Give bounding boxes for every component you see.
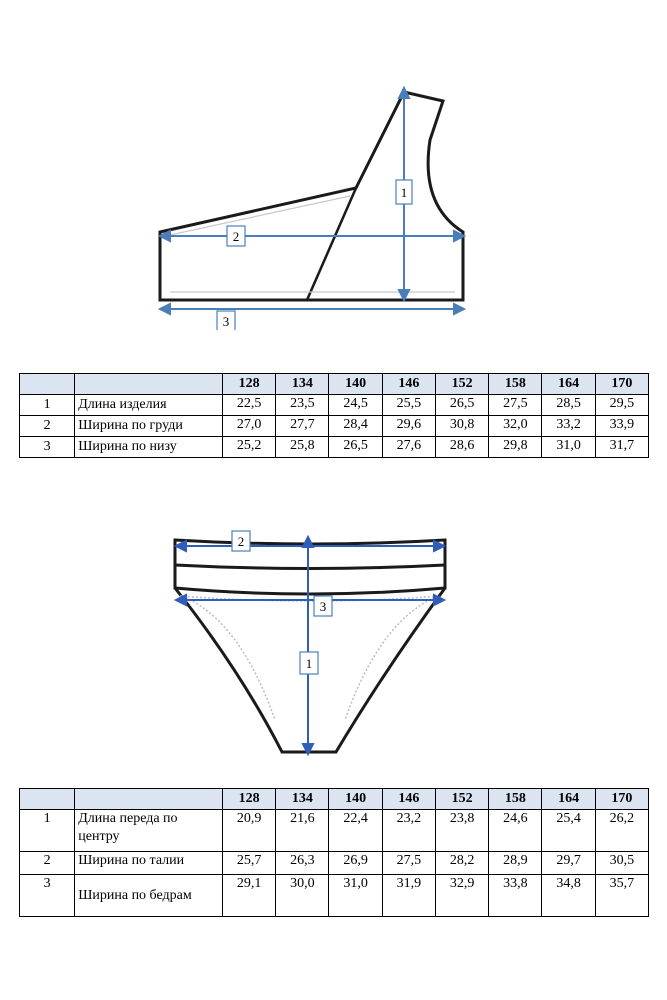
measurement-value: 29,1 xyxy=(222,875,275,917)
svg-text:1: 1 xyxy=(400,185,408,200)
measurement-value: 23,5 xyxy=(276,395,329,416)
measurement-value: 26,2 xyxy=(595,810,648,852)
header-blank xyxy=(75,374,223,395)
measurement-value: 28,6 xyxy=(435,437,488,458)
top-measure-label-2 xyxy=(227,226,245,246)
svg-text:2: 2 xyxy=(237,534,245,549)
measurement-value: 27,0 xyxy=(222,416,275,437)
size-header: 146 xyxy=(382,374,435,395)
size-header: 158 xyxy=(489,374,542,395)
measurement-value: 31,9 xyxy=(382,875,435,917)
bottom-garment-outline xyxy=(175,540,445,752)
measurement-value: 20,9 xyxy=(222,810,275,852)
measurement-value: 35,7 xyxy=(595,875,648,917)
top-measure-lines xyxy=(160,88,464,314)
measurement-value: 30,0 xyxy=(276,875,329,917)
bottom-measure-label-1 xyxy=(300,652,318,674)
measurement-value: 28,4 xyxy=(329,416,382,437)
top-garment-outline xyxy=(160,92,463,300)
measurement-value: 29,8 xyxy=(489,437,542,458)
row-index: 3 xyxy=(20,437,75,458)
bottom-measure-label-2 xyxy=(232,531,250,551)
measurement-name: Длина изделия xyxy=(75,395,223,416)
measurement-value: 23,2 xyxy=(382,810,435,852)
measurement-value: 26,3 xyxy=(276,852,329,875)
size-header: 140 xyxy=(329,374,382,395)
measurement-value: 30,5 xyxy=(595,852,648,875)
measurement-value: 28,9 xyxy=(489,852,542,875)
size-header: 170 xyxy=(595,374,648,395)
measurement-name: Ширина по груди xyxy=(75,416,223,437)
table-row xyxy=(20,437,649,458)
measurement-value: 32,9 xyxy=(435,875,488,917)
table-row xyxy=(20,875,649,917)
measurement-value: 25,4 xyxy=(542,810,595,852)
table-row xyxy=(20,852,649,875)
top-size-table xyxy=(19,373,649,458)
measurement-value: 31,0 xyxy=(542,437,595,458)
bottom-table-header xyxy=(20,789,649,810)
top-garment-sketch xyxy=(0,80,667,330)
measurement-value: 31,7 xyxy=(595,437,648,458)
size-header: 134 xyxy=(276,374,329,395)
measurement-value: 25,8 xyxy=(276,437,329,458)
measurement-value: 32,0 xyxy=(489,416,542,437)
measurement-name: Ширина по талии xyxy=(75,852,223,875)
size-header: 164 xyxy=(542,374,595,395)
measurement-value: 27,6 xyxy=(382,437,435,458)
measurement-value: 27,7 xyxy=(276,416,329,437)
table-row xyxy=(20,395,649,416)
header-blank xyxy=(20,789,75,810)
measurement-name: Длина переда по центру xyxy=(75,810,223,852)
size-header: 134 xyxy=(276,789,329,810)
bottom-garment-sketch xyxy=(0,525,667,770)
size-header: 128 xyxy=(222,789,275,810)
row-index: 3 xyxy=(20,875,75,917)
row-index: 2 xyxy=(20,852,75,875)
measurement-value: 29,7 xyxy=(542,852,595,875)
size-header: 170 xyxy=(595,789,648,810)
top-measure-label-1 xyxy=(396,180,412,204)
measurement-value: 34,8 xyxy=(542,875,595,917)
measurement-value: 29,6 xyxy=(382,416,435,437)
size-header: 128 xyxy=(222,374,275,395)
measurement-value: 27,5 xyxy=(489,395,542,416)
measurement-name: Ширина по низу xyxy=(75,437,223,458)
measurement-value: 28,2 xyxy=(435,852,488,875)
measurement-value: 29,5 xyxy=(595,395,648,416)
measurement-value: 26,9 xyxy=(329,852,382,875)
measurement-value: 28,5 xyxy=(542,395,595,416)
svg-text:1: 1 xyxy=(305,656,313,671)
measurement-value: 24,6 xyxy=(489,810,542,852)
row-index: 1 xyxy=(20,810,75,852)
measurement-value: 22,4 xyxy=(329,810,382,852)
table-row xyxy=(20,416,649,437)
measurement-value: 26,5 xyxy=(435,395,488,416)
table-row xyxy=(20,810,649,852)
measurement-value: 27,5 xyxy=(382,852,435,875)
top-table-header xyxy=(20,374,649,395)
measurement-value: 25,5 xyxy=(382,395,435,416)
size-header: 146 xyxy=(382,789,435,810)
measurement-value: 26,5 xyxy=(329,437,382,458)
size-header: 152 xyxy=(435,789,488,810)
measurement-value: 33,9 xyxy=(595,416,648,437)
measurement-value: 30,8 xyxy=(435,416,488,437)
measurement-value: 23,8 xyxy=(435,810,488,852)
bottom-size-table xyxy=(19,788,649,917)
size-header: 140 xyxy=(329,789,382,810)
svg-text:2: 2 xyxy=(232,229,240,244)
measurement-value: 25,7 xyxy=(222,852,275,875)
header-blank xyxy=(75,789,223,810)
svg-text:3: 3 xyxy=(319,599,327,614)
measurement-name: Ширина по бедрам xyxy=(75,875,223,917)
size-header: 164 xyxy=(542,789,595,810)
top-garment-seams xyxy=(170,196,455,292)
size-header: 158 xyxy=(489,789,542,810)
top-measure-label-3 xyxy=(217,311,235,330)
measurement-value: 33,2 xyxy=(542,416,595,437)
measurement-value: 22,5 xyxy=(222,395,275,416)
header-blank xyxy=(20,374,75,395)
row-index: 2 xyxy=(20,416,75,437)
measurement-value: 31,0 xyxy=(329,875,382,917)
svg-text:3: 3 xyxy=(222,314,230,329)
row-index: 1 xyxy=(20,395,75,416)
measurement-value: 24,5 xyxy=(329,395,382,416)
measurement-value: 25,2 xyxy=(222,437,275,458)
size-header: 152 xyxy=(435,374,488,395)
measurement-value: 33,8 xyxy=(489,875,542,917)
bottom-measure-label-3 xyxy=(314,596,332,616)
measurement-value: 21,6 xyxy=(276,810,329,852)
